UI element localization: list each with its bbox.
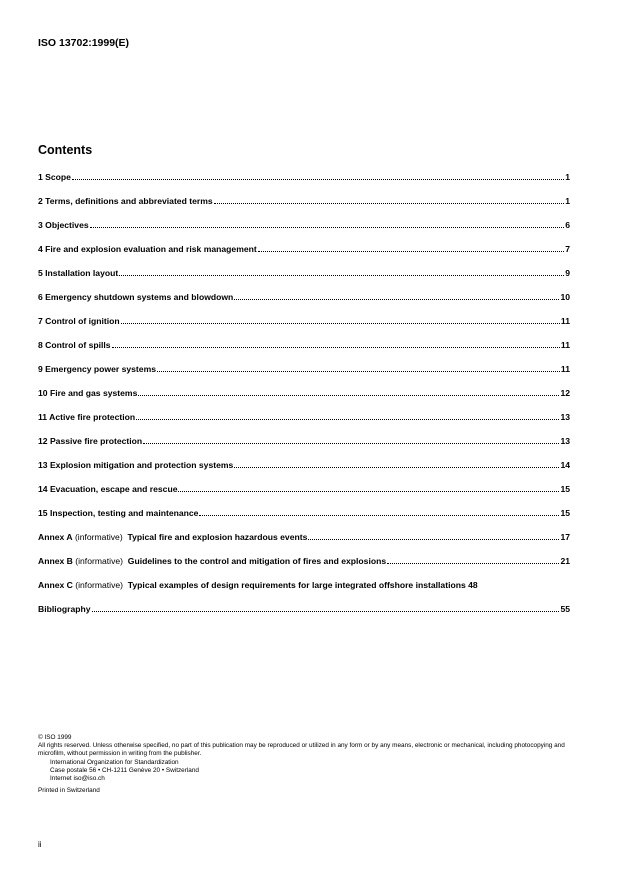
toc-entry-page: 17 (560, 532, 570, 542)
annex-title: Typical fire and explosion hazardous events (127, 532, 308, 542)
rights-statement: All rights reserved. Unless otherwise specified, no part of this publication may be reproduced or utilized in any form or by any means, electronic or mechanical, including photocopying and microfilm, without permission in writing from the publisher. (38, 742, 565, 758)
toc-entry-12[interactable] (38, 436, 570, 460)
toc-entry-14[interactable] (38, 484, 570, 508)
toc-leader-dots (178, 484, 559, 492)
organization-name: International Organization for Standardization (50, 758, 179, 766)
toc-entry-9[interactable] (38, 364, 570, 388)
toc-leader-dots (387, 556, 559, 564)
toc-entry-page: 1 (565, 196, 570, 206)
toc-entry-label: 13 Explosion mitigation and protection systems (38, 460, 234, 470)
toc-entry-page: 15 (560, 508, 570, 518)
toc-entry-7[interactable] (38, 316, 570, 340)
internet-contact: Internet iso@iso.ch (50, 775, 105, 783)
toc-entry-6[interactable] (38, 292, 570, 316)
toc-entry-page: 48 (468, 580, 478, 590)
toc-entry-label: 15 Inspection, testing and maintenance (38, 508, 199, 518)
toc-entry-label: Bibliography (38, 604, 91, 614)
toc-annex-c[interactable] (38, 580, 570, 604)
toc-entry-label: 2 Terms, definitions and abbreviated terms (38, 196, 213, 206)
annex-title: Typical examples of design requirements for large integrated offshore installations (127, 580, 466, 590)
page-number: ii (38, 840, 42, 849)
toc-entry-page: 11 (560, 364, 570, 374)
document-id-header: ISO 13702:1999(E) (38, 37, 130, 49)
toc-entry-4[interactable] (38, 244, 570, 268)
printed-in: Printed in Switzerland (38, 787, 100, 795)
toc-entry-page: 55 (560, 604, 570, 614)
annex-informative-tag: (informative) (75, 580, 124, 590)
toc-entry-page: 11 (560, 340, 570, 350)
copyright-footer (38, 734, 578, 795)
table-of-contents (38, 172, 570, 628)
toc-leader-dots (92, 604, 560, 612)
toc-bibliography[interactable] (38, 604, 570, 628)
toc-entry-page: 13 (560, 436, 570, 446)
toc-entry-label: 12 Passive fire protection (38, 436, 143, 446)
toc-leader-dots (214, 196, 565, 204)
toc-leader-dots (234, 460, 559, 468)
contents-title: Contents (38, 143, 93, 157)
toc-entry-label: 6 Emergency shutdown systems and blowdown (38, 292, 234, 302)
toc-annex-a[interactable] (38, 532, 570, 556)
toc-entry-15[interactable] (38, 508, 570, 532)
annex-letter: Annex C (38, 580, 73, 590)
toc-entry-8[interactable] (38, 340, 570, 364)
organization-address: Case postale 56 • CH-1211 Genève 20 • Switzerland (50, 766, 199, 774)
annex-title: Guidelines to the control and mitigation of fires and explosions (127, 556, 387, 566)
toc-entry-page: 7 (565, 244, 570, 254)
annex-informative-tag: (informative) (74, 532, 123, 542)
toc-entry-page: 12 (560, 388, 570, 398)
annex-letter: Annex A (38, 532, 73, 542)
toc-entry-page: 13 (560, 412, 570, 422)
toc-entry-label: 8 Control of spills (38, 340, 111, 350)
toc-leader-dots (157, 364, 560, 372)
toc-entry-13[interactable] (38, 460, 570, 484)
toc-entry-label: 10 Fire and gas systems (38, 388, 138, 398)
toc-entry-11[interactable] (38, 412, 570, 436)
toc-entry-2[interactable] (38, 196, 570, 220)
copyright-line: © ISO 1999 (38, 734, 72, 741)
annex-letter: Annex B (38, 556, 73, 566)
toc-leader-dots (258, 244, 564, 252)
toc-leader-dots (72, 172, 564, 180)
toc-entry-label: 11 Active fire protection (38, 412, 136, 422)
toc-entry-label: 1 Scope (38, 172, 71, 182)
toc-leader-dots (199, 508, 559, 516)
toc-leader-dots (90, 220, 565, 228)
toc-entry-page: 11 (560, 316, 570, 326)
toc-entry-1[interactable] (38, 172, 570, 196)
toc-entry-10[interactable] (38, 388, 570, 412)
toc-entry-label: 14 Evacuation, escape and rescue (38, 484, 178, 494)
toc-entry-3[interactable] (38, 220, 570, 244)
toc-entry-label: 9 Emergency power systems (38, 364, 156, 374)
annex-informative-tag: (informative) (75, 556, 124, 566)
toc-leader-dots (136, 412, 559, 420)
toc-entry-label: 7 Control of ignition (38, 316, 120, 326)
toc-leader-dots (308, 532, 559, 540)
toc-entry-5[interactable] (38, 268, 570, 292)
toc-annex-b[interactable] (38, 556, 570, 580)
toc-leader-dots (119, 268, 564, 276)
toc-entry-page: 6 (565, 220, 570, 230)
toc-leader-dots (234, 292, 559, 300)
toc-entry-page: 10 (560, 292, 570, 302)
toc-leader-dots (143, 436, 559, 444)
toc-entry-page: 21 (560, 556, 570, 566)
toc-entry-page: 1 (565, 172, 570, 182)
toc-leader-dots (112, 340, 560, 348)
toc-leader-dots (138, 388, 559, 396)
toc-leader-dots (121, 316, 560, 324)
toc-entry-page: 15 (560, 484, 570, 494)
toc-entry-label: 4 Fire and explosion evaluation and risk management (38, 244, 257, 254)
toc-entry-page: 9 (565, 268, 570, 278)
toc-entry-label: 3 Objectives (38, 220, 89, 230)
toc-entry-page: 14 (560, 460, 570, 470)
toc-entry-label: 5 Installation layout (38, 268, 119, 278)
